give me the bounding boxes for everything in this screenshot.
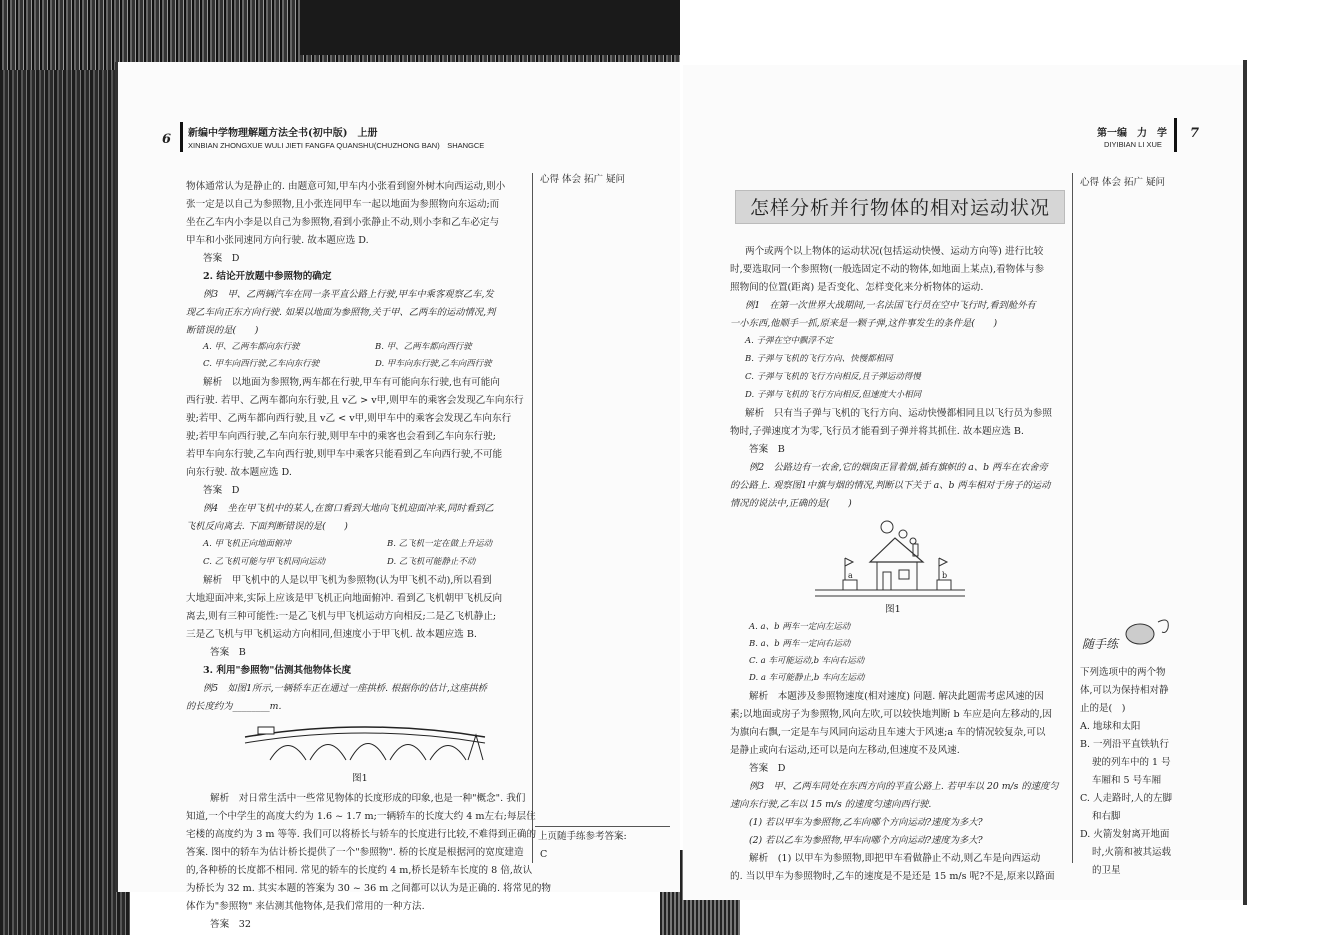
text-line: (2) 若以乙车为参照物,甲车向哪个方向运动?速度为多大? xyxy=(749,835,983,846)
left-page-number: 6 xyxy=(162,132,172,147)
practice-line: 体,可以为保持相对静 xyxy=(1080,685,1169,696)
option-line: A. 甲、乙两车都向东行驶 xyxy=(203,342,300,352)
section-heading: 3. 利用"参照物"估测其他物体长度 xyxy=(203,665,352,676)
text-line: 西行驶. 若甲、乙两车都向东行驶,且 v乙 > v甲,则甲车的乘客会发现乙车向东行 xyxy=(186,395,524,406)
practice-option: D. 火箭发射离开地面 xyxy=(1080,829,1170,840)
bridge-deck xyxy=(245,727,485,737)
doodle-head xyxy=(1126,624,1154,644)
option-line: C. 子弹与飞机的飞行方向相反,且子弹运动得慢 xyxy=(745,372,921,382)
practice-option: A. 地球和太阳 xyxy=(1080,721,1141,732)
left-margin-label: 心得 体会 拓广 疑问 xyxy=(540,174,626,185)
text-line: 解析 以地面为参照物,两车都在行驶,甲车有可能向东行驶,也有可能向 xyxy=(203,377,500,388)
option-line: B. 乙飞机一定在做上升运动 xyxy=(387,539,493,549)
house-window xyxy=(899,570,909,579)
text-line: 例1 在第一次世界大战期间,一名法国飞行员在空中飞行时,看到舱外有 xyxy=(745,300,1036,311)
text-line: 为旗向右飘,一定是车与风同向运动且车速大于风速;a 车的情况较复杂,可以 xyxy=(730,727,1046,738)
right-margin-label: 心得 体会 拓广 疑问 xyxy=(1080,177,1166,188)
left-header-title: 新编中学物理解题方法全书(初中版) 上册 xyxy=(188,128,378,139)
text-line: 驶;若甲、乙两车都向西行驶,且 v乙 < v甲,则甲车中的乘客会发现乙车向东行 xyxy=(186,413,512,424)
text-line: 张一定是以自己为参照物,且小张连同甲车一起以地面为参照物向东运动;而 xyxy=(186,199,500,210)
house-door xyxy=(883,572,891,590)
practice-line: 止的是( ) xyxy=(1080,703,1126,714)
text-line: 时,要选取同一个参照物(一般选固定不动的物体,如地面上某点),看物体与参 xyxy=(730,264,1045,275)
right-page-number: 7 xyxy=(1190,126,1200,141)
answer-divider xyxy=(535,826,670,827)
text-line: 解析 只有当子弹与飞机的飞行方向、运动快慢都相同且以飞行员为参照 xyxy=(745,408,1052,419)
prev-answer: C xyxy=(540,849,548,860)
option-line: B. 子弹与飞机的飞行方向、快慢都相同 xyxy=(745,354,893,364)
text-line: 知道,一个中学生的高度大约为 1.6 ~ 1.7 m;一辆轿车的长度大约 4 m左右;每层住 xyxy=(186,811,536,822)
text-line: 甲车和小张同速同方向行驶. 故本题应选 D. xyxy=(186,235,369,246)
text-line: 离去,则有三种可能性:一是乙飞机与甲飞机运动方向相反;二是乙飞机静止; xyxy=(186,611,497,622)
text-line: 为桥长为 32 m. 其实本题的答案为 30 ~ 36 m 之间都可以认为是正确的. 将常见的物 xyxy=(186,883,552,894)
text-line: 三是乙飞机与甲飞机运动方向相同,但速度小于甲飞机. 故本题应选 B. xyxy=(186,629,477,640)
text-line: 解析 甲飞机中的人是以甲飞机为参照物(认为甲飞机不动),所以看到 xyxy=(203,575,492,586)
doodle-question xyxy=(1158,620,1168,633)
practice-option: C. 人走路时,人的左脚 xyxy=(1080,793,1172,804)
option-line: A. 甲飞机正向地面俯冲 xyxy=(203,539,292,549)
car-b xyxy=(937,580,951,590)
smoke-puff xyxy=(910,538,916,544)
text-line: 飞机反向离去. 下面判断错误的是( ) xyxy=(186,521,348,532)
text-line: 的公路上. 观察图1中旗与烟的情况,判断以下关于 a、b 两车相对于房子的运动 xyxy=(730,480,1051,491)
option-line: D. 甲车向东行驶,乙车向西行驶 xyxy=(375,359,492,369)
text-line: 两个或两个以上物体的运动状况(包括运动快慢、运动方向等) 进行比较 xyxy=(745,246,1044,257)
practice-option: 时,火箭和被其运载 xyxy=(1092,847,1172,858)
house-roof xyxy=(870,538,923,562)
text-line: 物时,子弹速度才为零,飞行员才能看到子弹并将其抓住. 故本题应选 B. xyxy=(730,426,1024,437)
practice-option: 车厢和 5 号车厢 xyxy=(1092,775,1162,786)
bridge-support xyxy=(468,735,483,760)
text-line: 向东行驶. 故本题应选 D. xyxy=(186,467,292,478)
practice-option: 驶的列车中的 1 号 xyxy=(1092,757,1171,768)
smoke-puff xyxy=(899,530,907,538)
answer-line: 答案 32 xyxy=(210,919,251,930)
text-line: 若甲车向东行驶,乙车向西行驶,则甲车中乘客只能看到乙车向西行驶,不可能 xyxy=(186,449,503,460)
text-line: 例3 甲、乙两辆汽车在同一条平直公路上行驶,甲车中乘客观察乙车,发 xyxy=(203,289,494,300)
text-line: 的长度约为________m. xyxy=(186,701,282,712)
right-header-title: 第一编 力 学 xyxy=(1097,128,1167,139)
car-b-label: b xyxy=(942,571,948,580)
practice-option: 的卫星 xyxy=(1092,865,1121,876)
car-icon xyxy=(258,727,274,734)
bridge-arches xyxy=(270,744,466,761)
text-line: 素;以地面或房子为参照物,风向左吹,可以较快地判断 b 车应是向左移动的,因 xyxy=(730,709,1053,720)
left-header-bar xyxy=(180,122,183,152)
text-line: 的. 当以甲车为参照物时,乙车的速度是不是还是 15 m/s 呢?不是,原来以路面 xyxy=(730,871,1055,882)
text-line: 大地迎面冲来,实际上应该是甲飞机正向地面俯冲. 看到乙飞机朝甲飞机反向 xyxy=(186,593,503,604)
text-line: 一小东西,他顺手一抓,原来是一颗子弹,这件事发生的条件是( ) xyxy=(730,318,998,329)
text-line: 宅楼的高度约为 3 m 等等. 我们可以将桥长与轿车的长度进行比较,不难得到正确的 xyxy=(186,829,537,840)
car-a-label: a xyxy=(848,571,853,580)
text-line: 例2 公路边有一农舍,它的烟囱正冒着烟,插有旗帜的 a、b 两车在农舍旁 xyxy=(749,462,1048,473)
practice-doodle-icon xyxy=(1118,612,1178,652)
option-line: A. 子弹在空中飘浮不定 xyxy=(745,336,834,346)
option-line: D. a 车可能静止,b 车向左运动 xyxy=(749,673,865,683)
text-line: 情况的说法中,正确的是( ) xyxy=(730,498,852,509)
text-line: 解析 对日常生活中一些常见物体的长度形成的印象,也是一种"概念". 我们 xyxy=(210,793,526,804)
house-figure xyxy=(815,520,965,600)
flag-a xyxy=(845,558,853,566)
answer-line: 答案 B xyxy=(210,647,246,658)
option-line: B. 甲、乙两车都向西行驶 xyxy=(375,342,472,352)
option-line: D. 乙飞机可能静止不动 xyxy=(387,557,476,567)
text-line: 解析 (1) 以甲车为参照物,即把甲车看做静止不动,则乙车是向西运动 xyxy=(749,853,1041,864)
car-a xyxy=(843,580,857,590)
text-line: 例5 如图1所示,一辆轿车正在通过一座拱桥. 根据你的估计,这座拱桥 xyxy=(203,683,487,694)
answer-line: 答案 D xyxy=(749,763,786,774)
answer-line: 答案 B xyxy=(749,444,785,455)
smoke-puff xyxy=(881,521,893,533)
figure-caption: 图1 xyxy=(885,604,901,615)
text-line: 例4 坐在甲飞机中的某人,在窗口看到大地向飞机迎面冲来,同时看到乙 xyxy=(203,503,494,514)
text-line: 的,各种桥的长度都不相同. 常见的轿车的长度约 4 m,桥长是轿车长度的 8 倍,故认 xyxy=(186,865,533,876)
option-line: C. 乙飞机可能与甲飞机同向运动 xyxy=(203,557,326,567)
text-line: 物体通常认为是静止的. 由题意可知,甲车内小张看到窗外树木向西运动,则小 xyxy=(186,181,506,192)
prev-answer-label: 上页随手练参考答案: xyxy=(538,831,627,842)
text-line: 照物间的位置(距离) 是否变化、怎样变化来分析物体的运动. xyxy=(730,282,984,293)
text-line: 体作为"参照物" 来估测其他物体,是我们常用的一种方法. xyxy=(186,901,425,912)
text-line: 答案. 图中的轿车为估计桥长提供了一个"参照物". 桥的长度是根据河的宽度建造 xyxy=(186,847,524,858)
left-column-divider xyxy=(532,173,533,863)
text-line: 现乙车向正东方向行驶. 如果以地面为参照物,关于甲、乙两车的运动情况,判 xyxy=(186,307,496,318)
practice-option: 和右脚 xyxy=(1092,811,1121,822)
right-header-subtitle: DIYIBIAN LI XUE xyxy=(1104,140,1162,149)
text-line: 断错误的是( ) xyxy=(186,325,259,336)
text-line: 速向东行驶,乙车以 15 m/s 的速度匀速向西行驶. xyxy=(730,799,932,810)
text-line: 是静止或向右运动,还可以是向左移动,但速度不及风速. xyxy=(730,745,960,756)
answer-line: 答案 D xyxy=(203,485,240,496)
option-line: B. a、b 两车一定向右运动 xyxy=(749,639,851,649)
section-title-banner: 怎样分析并行物体的相对运动状况 xyxy=(735,190,1065,224)
practice-line: 下列选项中的两个物 xyxy=(1080,667,1166,678)
text-line: 例3 甲、乙两车同处在东西方向的平直公路上. 若甲车以 20 m/s 的速度匀 xyxy=(749,781,1059,792)
section-heading: 2. 结论开放题中参照物的确定 xyxy=(203,271,332,282)
bridge-deck-lower xyxy=(245,733,485,743)
practice-label: 随手练 xyxy=(1082,637,1119,651)
page-edge-right xyxy=(1243,60,1247,905)
scan-shadow-left xyxy=(0,0,130,935)
option-line: A. a、b 两车一定向左运动 xyxy=(749,622,851,632)
text-line: 解析 本题涉及参照物速度(相对速度) 问题. 解决此题需考虑风速的因 xyxy=(749,691,1044,702)
scan-shadow-top-center xyxy=(300,0,680,55)
practice-option: B. 一列沿平直铁轨行 xyxy=(1080,739,1170,750)
right-header-bar xyxy=(1174,118,1177,152)
text-line: 驶;若甲车向西行驶,乙车向东行驶,则甲车中的乘客也会看到乙车向东行驶; xyxy=(186,431,496,442)
left-header-subtitle: XINBIAN ZHONGXUE WULI JIETI FANGFA QUANSHU(CHUZHONG BAN) SHANGCE xyxy=(188,141,485,150)
text-line: (1) 若以甲车为参照物,乙车向哪个方向运动?速度为多大? xyxy=(749,817,983,828)
bridge-figure xyxy=(240,715,490,770)
option-line: C. 甲车向西行驶,乙车向东行驶 xyxy=(203,359,320,369)
right-column-divider xyxy=(1072,173,1073,863)
answer-line: 答案 D xyxy=(203,253,240,264)
option-line: D. 子弹与飞机的飞行方向相反,但速度大小相同 xyxy=(745,390,922,400)
option-line: C. a 车可能运动,b 车向右运动 xyxy=(749,656,865,666)
text-line: 坐在乙车内小李是以自己为参照物,看到小张静止不动,则小李和乙车必定与 xyxy=(186,217,500,228)
flag-b xyxy=(939,558,947,566)
figure-caption: 图1 xyxy=(352,773,368,784)
